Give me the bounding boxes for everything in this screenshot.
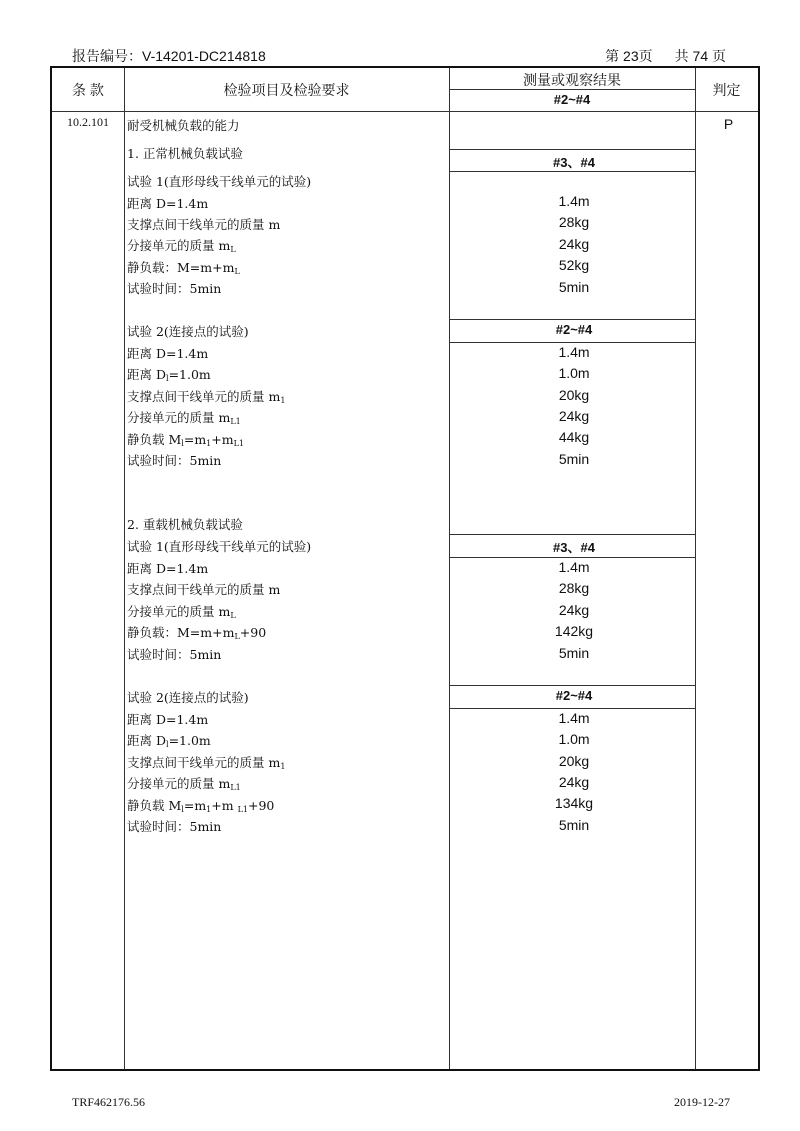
requirement-row: 试验时间：5min [127, 453, 222, 468]
requirement-row: 距离 $D_l=1.0m$ [127, 367, 211, 383]
form-number: TRF462176.56 [72, 1095, 146, 1109]
result-value: 5min [558, 451, 590, 467]
samples-line [449, 534, 695, 535]
requirement-row: 分接单元的质量 $m_{L1}$ [127, 776, 241, 792]
col-header-clause: 条 款 [72, 82, 104, 98]
result-value: 28kg [558, 214, 590, 230]
section-heading: 1. 正常机械负载试验 [127, 146, 243, 161]
requirement-title: 耐受机械负载的能力 [127, 118, 240, 133]
page-current: 第 23页 [605, 48, 653, 64]
result-value: 24kg [558, 774, 590, 790]
requirement-row: 距离 D=1.4m [127, 346, 209, 361]
test-samples: #2~#4 [555, 688, 593, 703]
result-value: 1.4m [558, 193, 590, 209]
page-indicator [605, 46, 726, 66]
section-heading: 2. 重载机械负载试验 [127, 517, 243, 532]
samples-line [449, 342, 695, 343]
col-header-requirement: 检验项目及检验要求 [223, 82, 350, 98]
clause-number: 10.2.101 [67, 115, 109, 129]
samples-line [449, 685, 695, 686]
requirement-row: 分接单元的质量 $m_L$ [127, 238, 236, 254]
requirement-row: 试验时间：5min [127, 281, 222, 296]
requirement-row: 距离 D=1.4m [127, 561, 209, 576]
test-name: 试验 2(连接点的试验) [127, 690, 249, 705]
samples-line [449, 557, 695, 558]
col-header-result-samples: #2~#4 [553, 92, 591, 107]
requirement-row: 距离 $D_l=1.0m$ [127, 733, 211, 749]
result-value: 24kg [558, 408, 590, 424]
requirement-row: 距离 D=1.4m [127, 712, 209, 727]
test-name: 试验 1(直形母线干线单元的试验) [127, 174, 312, 189]
result-value: 24kg [558, 602, 590, 618]
test-samples: #2~#4 [555, 322, 593, 337]
result-value: 1.0m [558, 731, 590, 747]
issue-date: 2019-12-27 [674, 1095, 730, 1109]
result-value: 142kg [554, 623, 594, 639]
column-divider [124, 68, 125, 1069]
requirement-row: 支撑点间干线单元的质量 m [127, 217, 281, 232]
requirement-row: 分接单元的质量 $m_L$ [127, 604, 236, 620]
requirement-row: 静负载：$M=m+m_L$ [127, 260, 240, 276]
result-value: 1.0m [558, 365, 590, 381]
samples-line [449, 708, 695, 709]
requirement-row: 分接单元的质量 $m_{L1}$ [127, 410, 241, 426]
result-value: 28kg [558, 580, 590, 596]
samples-line [449, 319, 695, 320]
page-total: 共 74 页 [674, 48, 726, 64]
result-value: 134kg [554, 795, 594, 811]
result-value: 1.4m [558, 710, 590, 726]
requirement-row: 支撑点间干线单元的质量 $m_1$ [127, 389, 286, 405]
result-value: 5min [558, 645, 590, 661]
requirement-row: 支撑点间干线单元的质量 $m_1$ [127, 755, 286, 771]
result-value: 1.4m [558, 559, 590, 575]
result-value: 24kg [558, 236, 590, 252]
col-header-result: 测量或观察结果 [523, 72, 621, 88]
result-value: 1.4m [558, 344, 590, 360]
verdict-value: P [723, 116, 734, 132]
report-number: 报告编号：V-14201-DC214818 [72, 48, 266, 64]
col-header-verdict: 判定 [712, 82, 741, 98]
result-value: 5min [558, 817, 590, 833]
samples-line [449, 149, 695, 150]
requirement-row: 试验时间：5min [127, 819, 222, 834]
result-value: 5min [558, 279, 590, 295]
requirement-row: 静负载：$M=m+m_L+90$ [127, 625, 267, 641]
test-samples: #3、#4 [553, 540, 595, 555]
samples-line [449, 171, 695, 172]
result-value: 20kg [558, 387, 590, 403]
requirement-row: 试验时间：5min [127, 647, 222, 662]
result-value: 20kg [558, 753, 590, 769]
requirement-row: 静负载 $M_l=m_1+m_{L1}$ [127, 432, 244, 448]
inspection-table [50, 66, 760, 1071]
header-bottom-line [52, 111, 758, 112]
test-name: 试验 1(直形母线干线单元的试验) [127, 539, 312, 554]
result-value: 44kg [558, 429, 590, 445]
requirement-row: 支撑点间干线单元的质量 m [127, 582, 281, 597]
test-name: 试验 2(连接点的试验) [127, 324, 249, 339]
requirement-row: 静负载 $M_l=m_1+m$ $_{L1}$+90 [127, 798, 275, 814]
requirement-row: 距离 D=1.4m [127, 196, 209, 211]
result-value: 52kg [558, 257, 590, 273]
test-samples: #3、#4 [553, 155, 595, 170]
column-divider [449, 68, 450, 1069]
